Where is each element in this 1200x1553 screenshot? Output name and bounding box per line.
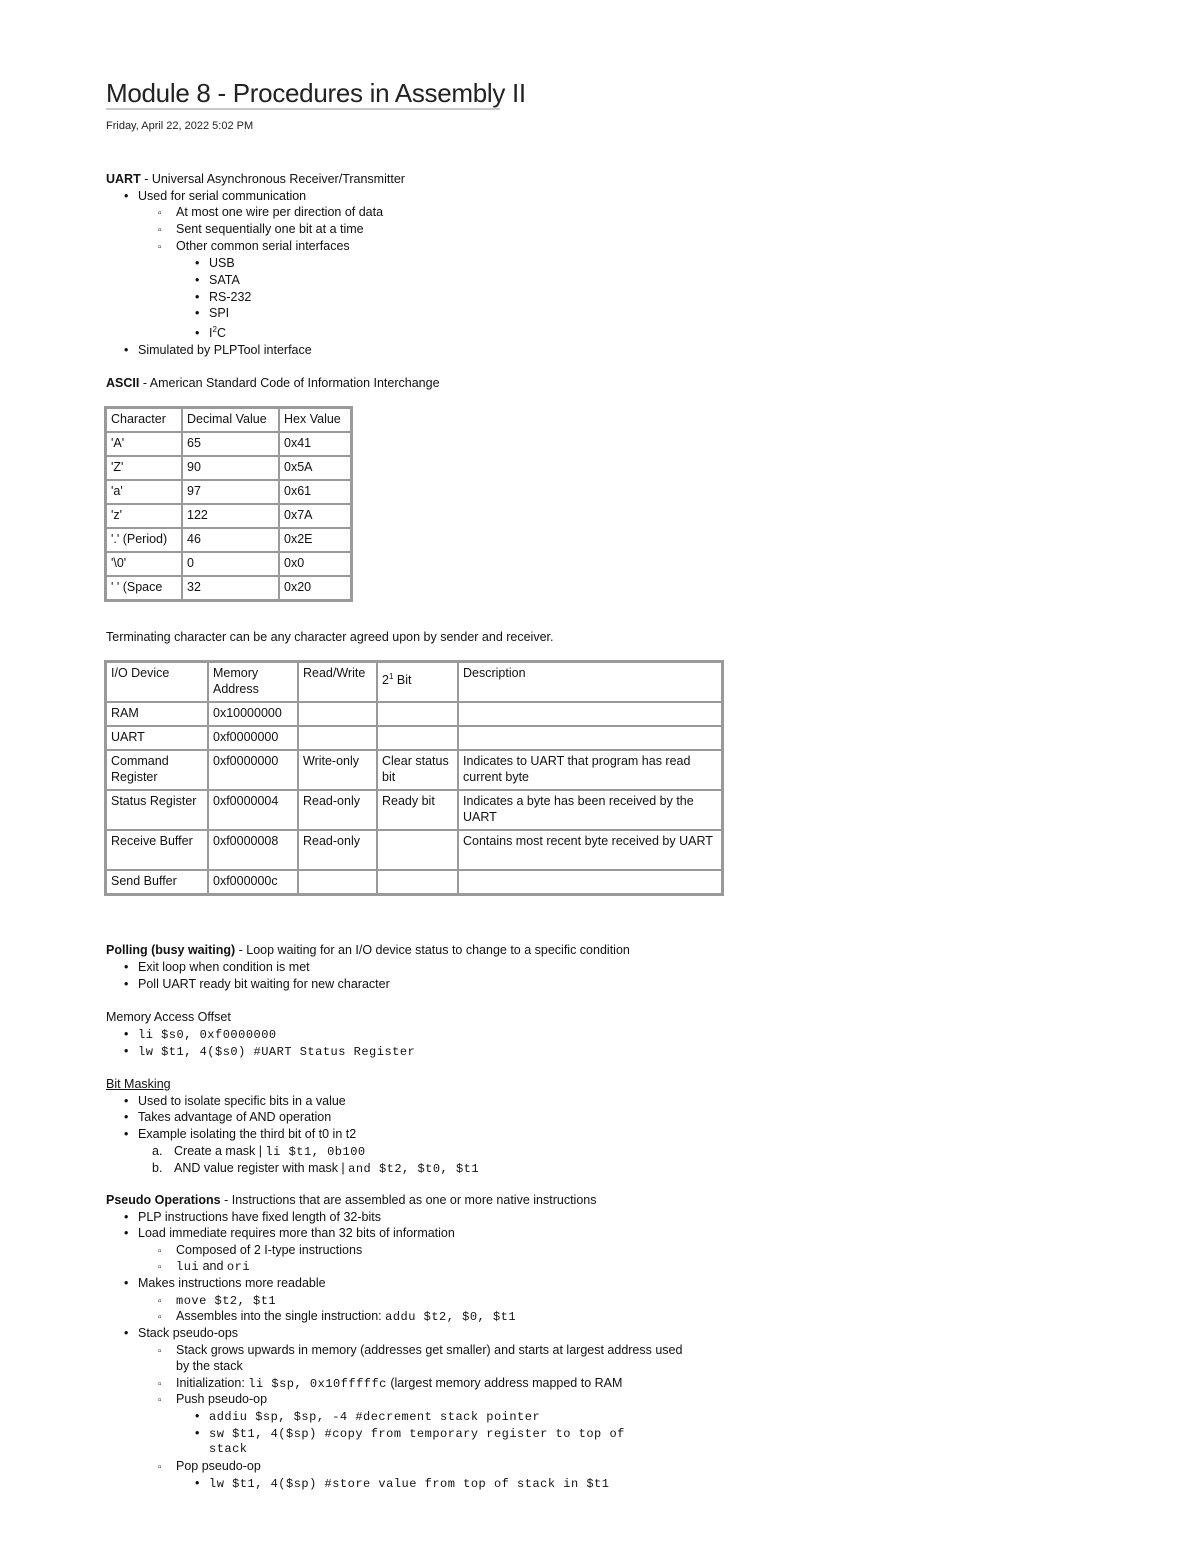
polling-definition: - Loop waiting for an I/O device status to change to a specific condition xyxy=(235,943,630,957)
bullet-icon: • xyxy=(195,290,200,304)
uart-definition: - Universal Asynchronous Receiver/Transmitter xyxy=(140,172,405,186)
square-bullet-icon: ▫ xyxy=(158,208,162,219)
list-item: ▫ Initialization: li $sp, 0x10fffffc (largest memory address mapped to RAM xyxy=(158,1376,623,1391)
table-cell: Indicates to UART that program has read current byte xyxy=(458,750,722,790)
list-item: a. Create a mask | li $t1, 0b100 xyxy=(152,1144,366,1159)
bullet-icon: • xyxy=(195,273,200,287)
list-item: ▫ Pop pseudo-op xyxy=(158,1458,261,1476)
bullet-icon: • xyxy=(124,1210,129,1224)
list-item xyxy=(195,1425,625,1442)
bullet-icon: • xyxy=(195,1409,200,1423)
pseudo-heading xyxy=(106,1192,596,1208)
table-cell: Ready bit xyxy=(377,790,458,830)
terminating-note: Terminating character can be any character agreed upon by sender and receiver. xyxy=(106,630,554,644)
code-snippet: lw $t1, 4($s0) #UART Status Register xyxy=(138,1045,416,1059)
ascii-definition: - American Standard Code of Information Interchange xyxy=(139,376,440,390)
bullet-icon: • xyxy=(195,306,200,320)
table-cell: 0x5A xyxy=(279,456,351,480)
bullet-icon: • xyxy=(124,960,129,974)
io-device-table xyxy=(104,660,724,896)
square-bullet-icon: ▫ xyxy=(158,1246,162,1257)
bitmask-heading: Bit Masking xyxy=(106,1077,171,1091)
list-item xyxy=(124,1026,277,1043)
table-cell: 0xf0000000 xyxy=(208,750,298,790)
list-item: ▫ Push pseudo-op xyxy=(158,1391,267,1409)
code-snippet: li $sp, 0x10fffffc xyxy=(248,1377,387,1391)
table-cell: 'a' xyxy=(106,480,182,504)
table-cell: 'z' xyxy=(106,504,182,528)
table-header-cell: I/O Device xyxy=(106,662,208,702)
bullet-icon: • xyxy=(124,1110,129,1124)
code-snippet: li $t1, 0b100 xyxy=(265,1145,366,1159)
table-cell: 'Z' xyxy=(106,456,182,480)
bullet-icon: • xyxy=(124,1044,129,1058)
code-snippet: addiu $sp, $sp, -4 #decrement stack pointer xyxy=(209,1410,541,1424)
table-row xyxy=(106,432,351,456)
table-cell: '\0' xyxy=(106,552,182,576)
list-item xyxy=(195,1408,540,1425)
table-header-cell: Hex Value xyxy=(279,408,351,432)
bullet-icon: • xyxy=(195,256,200,270)
code-snippet: li $s0, 0xf0000000 xyxy=(138,1028,277,1042)
mem-offset-heading: Memory Access Offset xyxy=(106,1010,231,1024)
code-snippet: lw $t1, 4($sp) #store value from top of stack in $t1 xyxy=(209,1477,610,1491)
table-cell: Status Register xyxy=(106,790,208,830)
list-item: ▫ Composed of 2 I-type instructions xyxy=(158,1242,362,1260)
table-row xyxy=(106,552,351,576)
table-header-cell: Description xyxy=(458,662,722,702)
table-cell xyxy=(377,830,458,870)
list-item: ▫ Assembles into the single instruction: addu $t2, $0, $t1 xyxy=(158,1309,517,1324)
list-item: • Example isolating the third bit of t0 in t2 xyxy=(124,1127,357,1141)
table-cell: 32 xyxy=(182,576,279,600)
square-bullet-icon: ▫ xyxy=(158,1296,162,1307)
bullet-icon: • xyxy=(124,1027,129,1041)
ascii-table xyxy=(104,406,353,602)
page-title: Module 8 - Procedures in Assembly II xyxy=(106,78,526,108)
table-row xyxy=(106,870,722,894)
table-header-cell: Character xyxy=(106,408,182,432)
list-item: • SATA xyxy=(195,273,240,287)
pseudo-definition: - Instructions that are assembled as one or more native instructions xyxy=(220,1193,597,1207)
list-item: • Simulated by PLPTool interface xyxy=(124,343,312,357)
square-bullet-icon: ▫ xyxy=(158,1395,162,1406)
table-cell: 122 xyxy=(182,504,279,528)
table-cell: Read-only xyxy=(298,830,377,870)
polling-heading xyxy=(106,942,630,958)
code-snippet-continuation: stack xyxy=(209,1442,248,1456)
title-underline xyxy=(106,108,500,110)
bullet-icon: • xyxy=(124,1326,129,1340)
list-item: • Stack pseudo-ops xyxy=(124,1326,239,1340)
table-cell: Read-only xyxy=(298,790,377,830)
table-cell xyxy=(377,726,458,750)
table-row xyxy=(106,726,722,750)
list-item: • RS-232 xyxy=(195,290,252,304)
table-cell: 0xf0000008 xyxy=(208,830,298,870)
ascii-heading xyxy=(106,375,440,391)
table-cell: 0x10000000 xyxy=(208,702,298,726)
uart-heading xyxy=(106,171,405,187)
code-snippet: move $t2, $t1 xyxy=(176,1294,277,1308)
bullet-icon: • xyxy=(124,1276,129,1290)
table-row xyxy=(106,702,722,726)
list-item: • Load immediate requires more than 32 bits of information xyxy=(124,1226,455,1240)
bullet-icon: • xyxy=(124,1094,129,1108)
bullet-icon: • xyxy=(124,343,129,357)
list-item: • USB xyxy=(195,256,235,270)
code-snippet: sw $t1, 4($sp) #copy from temporary register to top of xyxy=(209,1427,625,1441)
list-item: ▫ Other common serial interfaces xyxy=(158,238,350,256)
table-row xyxy=(106,528,351,552)
list-item: ▫ Stack grows upwards in memory (addresses get smaller) and starts at largest address used xyxy=(158,1342,682,1360)
ascii-term: ASCII xyxy=(106,376,140,390)
list-item-continuation: by the stack xyxy=(176,1359,243,1373)
table-cell xyxy=(298,870,377,894)
square-bullet-icon: ▫ xyxy=(158,1262,162,1273)
list-item xyxy=(195,1475,609,1492)
list-item: • SPI xyxy=(195,306,230,320)
bullet-icon: • xyxy=(124,1127,129,1141)
square-bullet-icon: ▫ xyxy=(158,1312,162,1323)
table-row xyxy=(106,790,722,830)
uart-term: UART xyxy=(106,172,141,186)
table-row xyxy=(106,576,351,600)
table-cell: Contains most recent byte received by UART xyxy=(458,830,722,870)
table-cell: 65 xyxy=(182,432,279,456)
list-item xyxy=(124,1043,415,1060)
table-row xyxy=(106,456,351,480)
table-cell xyxy=(458,870,722,894)
square-bullet-icon: ▫ xyxy=(158,242,162,253)
list-item: • $I^2C$ xyxy=(195,325,226,341)
table-header-cell: $2^1$ Bit xyxy=(377,662,458,702)
list-item: • PLP instructions have fixed length of 32-bits xyxy=(124,1210,381,1224)
list-item: • Used for serial communication xyxy=(124,189,307,203)
table-cell: UART xyxy=(106,726,208,750)
table-cell: 0x20 xyxy=(279,576,351,600)
table-header-row xyxy=(106,662,722,702)
table-row xyxy=(106,504,351,528)
table-cell: 97 xyxy=(182,480,279,504)
table-row xyxy=(106,750,722,790)
list-item: b. AND value register with mask | and $t2, $t0, $t1 xyxy=(152,1161,480,1176)
table-header-cell: Read/Write xyxy=(298,662,377,702)
list-item: ▫ At most one wire per direction of data xyxy=(158,204,383,222)
square-bullet-icon: ▫ xyxy=(158,1379,162,1390)
code-snippet: and $t2, $t0, $t1 xyxy=(348,1162,480,1176)
table-cell xyxy=(298,702,377,726)
polling-term: Polling (busy waiting) xyxy=(106,943,236,957)
table-header-cell: Decimal Value xyxy=(182,408,279,432)
table-cell: 0xf000000c xyxy=(208,870,298,894)
table-cell: RAM xyxy=(106,702,208,726)
table-header-cell: Memory Address xyxy=(208,662,298,702)
table-cell: 0x0 xyxy=(279,552,351,576)
list-item: ▫ lui and ori xyxy=(158,1259,251,1274)
list-item: • Exit loop when condition is met xyxy=(124,960,310,974)
list-item: • Poll UART ready bit waiting for new character xyxy=(124,977,390,991)
bullet-icon: • xyxy=(124,1226,129,1240)
table-header-row xyxy=(106,408,351,432)
list-item: • Used to isolate specific bits in a value xyxy=(124,1094,346,1108)
table-cell: 0xf0000000 xyxy=(208,726,298,750)
pseudo-term: Pseudo Operations xyxy=(106,1193,221,1207)
page-datetime: Friday, April 22, 2022 5:02 PM xyxy=(106,120,254,132)
table-cell xyxy=(377,702,458,726)
bullet-icon: • xyxy=(195,326,200,341)
bullet-icon: • xyxy=(195,1476,200,1490)
table-row xyxy=(106,830,722,870)
table-cell: 0x61 xyxy=(279,480,351,504)
bullet-icon: • xyxy=(195,1426,200,1440)
list-item: ▫ Sent sequentially one bit at a time xyxy=(158,221,364,239)
table-cell xyxy=(458,702,722,726)
table-cell: Receive Buffer xyxy=(106,830,208,870)
table-cell: 'A' xyxy=(106,432,182,456)
bullet-icon: • xyxy=(124,189,129,203)
table-cell: 0x2E xyxy=(279,528,351,552)
table-cell: 0xf0000004 xyxy=(208,790,298,830)
table-cell: Send Buffer xyxy=(106,870,208,894)
table-cell: 90 xyxy=(182,456,279,480)
square-bullet-icon: ▫ xyxy=(158,1462,162,1473)
square-bullet-icon: ▫ xyxy=(158,1346,162,1357)
table-cell xyxy=(458,726,722,750)
square-bullet-icon: ▫ xyxy=(158,225,162,236)
table-cell xyxy=(298,726,377,750)
table-cell: Command Register xyxy=(106,750,208,790)
table-cell: 46 xyxy=(182,528,279,552)
table-row xyxy=(106,480,351,504)
table-cell: 0x41 xyxy=(279,432,351,456)
table-cell: 0x7A xyxy=(279,504,351,528)
table-cell: Indicates a byte has been received by the UART xyxy=(458,790,722,830)
table-cell: 0 xyxy=(182,552,279,576)
code-snippet: addu $t2, $0, $t1 xyxy=(385,1310,517,1324)
table-cell: Clear status bit xyxy=(377,750,458,790)
table-cell: ' ' (Space xyxy=(106,576,182,600)
list-item: • Takes advantage of AND operation xyxy=(124,1110,332,1124)
table-cell: Write-only xyxy=(298,750,377,790)
list-item: • Makes instructions more readable xyxy=(124,1276,326,1290)
bullet-icon: • xyxy=(124,977,129,991)
table-cell xyxy=(377,870,458,894)
table-cell: '.' (Period) xyxy=(106,528,182,552)
